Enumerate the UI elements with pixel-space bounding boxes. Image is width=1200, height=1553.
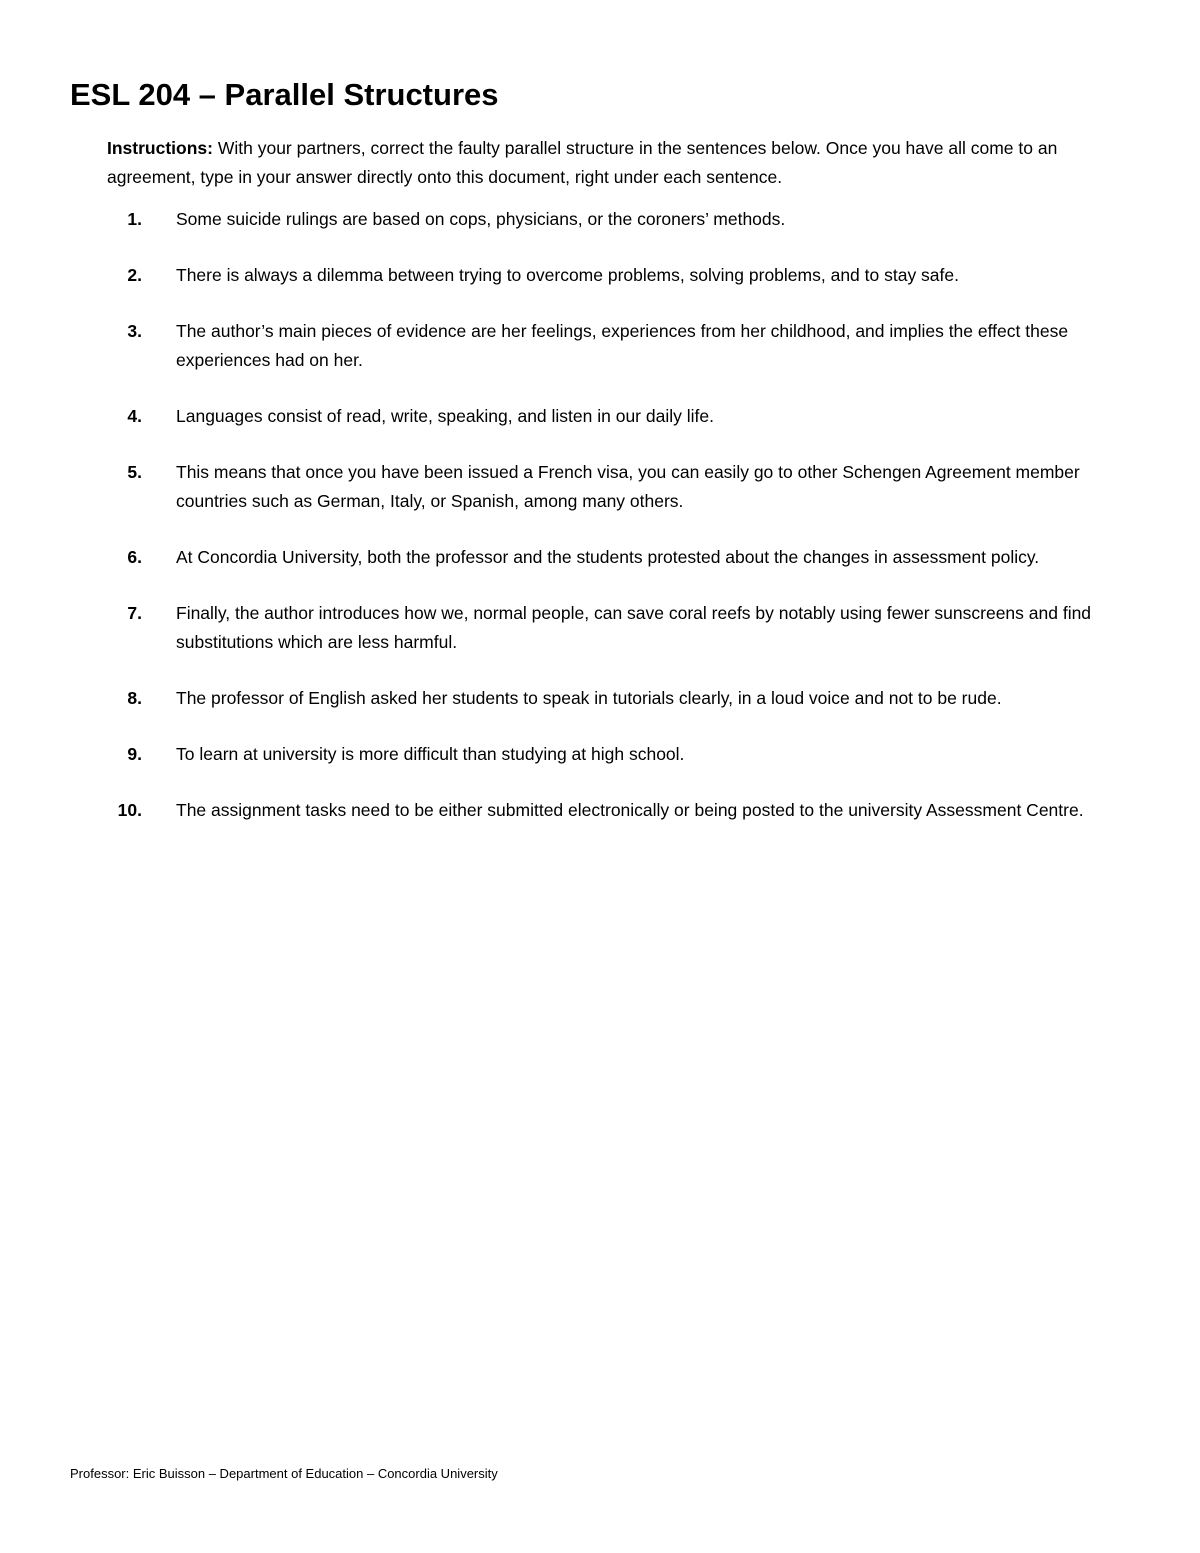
item-text: Finally, the author introduces how we, normal people, can save coral reefs by notably using fewer sunscreens and find substitutions which are less harmful. bbox=[176, 603, 1092, 652]
item-number: 3. bbox=[127, 321, 142, 341]
item-text: This means that once you have been issued a French visa, you can easily go to other Schengen Agreement member countries such as German, Italy, or Spanish, among many others. bbox=[176, 462, 1080, 511]
list-item bbox=[0, 458, 1200, 516]
item-text: The author’s main pieces of evidence are her feelings, experiences from her childhood, and implies the effect these experiences had on her. bbox=[176, 321, 1069, 370]
instructions-label: Instructions: bbox=[107, 138, 213, 158]
item-number: 6. bbox=[127, 547, 142, 567]
item-text: Languages consist of read, write, speaking, and listen in our daily life. bbox=[176, 406, 714, 426]
item-number: 4. bbox=[127, 406, 142, 426]
list-item bbox=[0, 796, 1200, 825]
item-number: 2. bbox=[127, 265, 142, 285]
item-number: 8. bbox=[127, 688, 142, 708]
item-number: 9. bbox=[127, 744, 142, 764]
list-item bbox=[0, 317, 1200, 375]
item-number: 1. bbox=[127, 209, 142, 229]
list-item bbox=[0, 402, 1200, 431]
item-text: There is always a dilemma between trying to overcome problems, solving problems, and to stay safe. bbox=[176, 265, 959, 285]
list-item bbox=[0, 205, 1200, 234]
item-text: The assignment tasks need to be either submitted electronically or being posted to the university Assessment Centre. bbox=[176, 800, 1084, 820]
item-text: To learn at university is more difficult than studying at high school. bbox=[176, 744, 685, 764]
page-title: ESL 204 – Parallel Structures bbox=[70, 77, 499, 112]
list-item bbox=[0, 599, 1200, 657]
item-number: 5. bbox=[127, 462, 142, 482]
item-text: Some suicide rulings are based on cops, physicians, or the coroners’ methods. bbox=[176, 209, 786, 229]
list-item bbox=[0, 684, 1200, 713]
item-number: 7. bbox=[127, 603, 142, 623]
item-number: 10. bbox=[117, 800, 142, 820]
sentence-list bbox=[0, 205, 1200, 852]
instructions-paragraph bbox=[107, 134, 1137, 192]
list-item bbox=[0, 261, 1200, 290]
list-item bbox=[0, 740, 1200, 769]
instructions-text: With your partners, correct the faulty parallel structure in the sentences below. Once you have all come to an agreement, type in your answer directly onto this document, right under each sentence. bbox=[107, 138, 1058, 187]
item-text: The professor of English asked her students to speak in tutorials clearly, in a loud voice and not to be rude. bbox=[176, 688, 1002, 708]
item-text: At Concordia University, both the professor and the students protested about the changes in assessment policy. bbox=[176, 547, 1040, 567]
page-footer: Professor: Eric Buisson – Department of Education – Concordia University bbox=[70, 1466, 498, 1481]
list-item bbox=[0, 543, 1200, 572]
